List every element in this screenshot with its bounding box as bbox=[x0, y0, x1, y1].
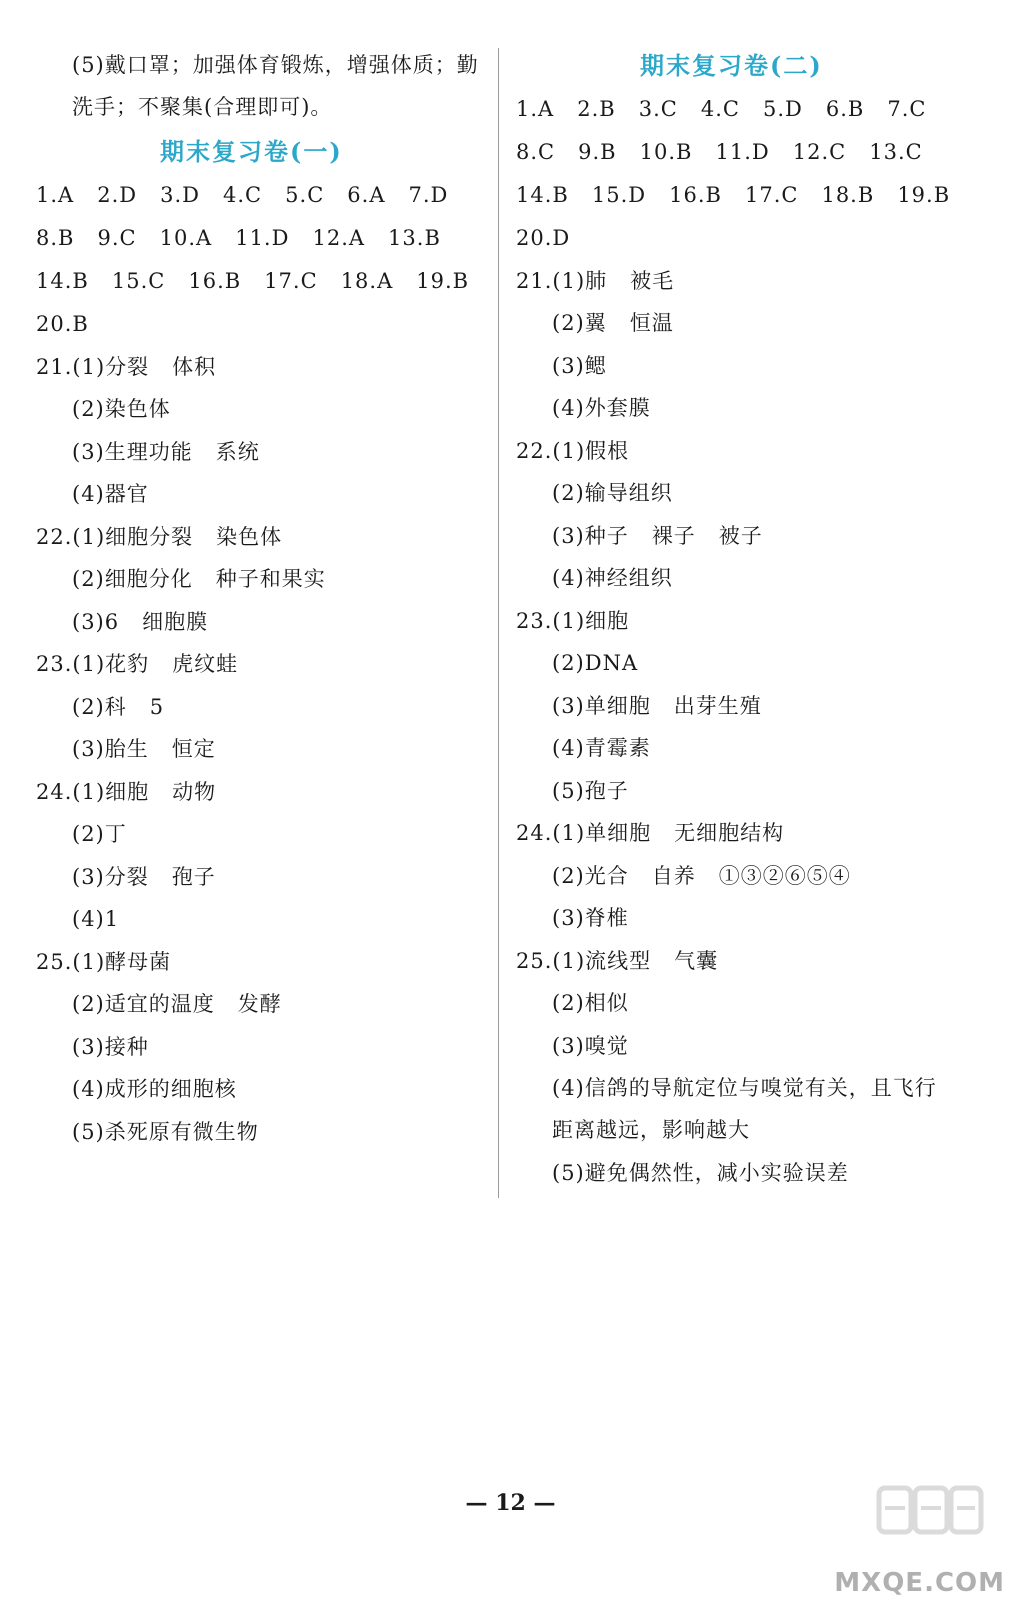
answer-line: 25.(1)流线型 气囊 bbox=[516, 949, 719, 973]
section-heading-1: 期末复习卷(一) bbox=[160, 137, 343, 166]
answer-line: (2)细胞分化 种子和果实 bbox=[72, 567, 326, 591]
answer-line: (3)生理功能 系统 bbox=[72, 440, 260, 464]
answer-line: (3)6 细胞膜 bbox=[72, 610, 209, 634]
answer-line: (3)胎生 恒定 bbox=[72, 737, 216, 761]
answer-line: 20.B bbox=[36, 312, 89, 336]
answer-line: (5)戴口罩；加强体育锻炼，增强体质；勤 bbox=[72, 53, 479, 77]
answer-line: (2)相似 bbox=[552, 991, 629, 1015]
answer-line: (2)翼 恒温 bbox=[552, 311, 674, 335]
answer-line: (2)染色体 bbox=[72, 397, 171, 421]
watermark-text: MXQE.COM bbox=[834, 1568, 1005, 1598]
answer-line: (2)丁 bbox=[72, 822, 127, 846]
answer-line: (5)孢子 bbox=[552, 779, 629, 803]
answer-line: (4)神经组织 bbox=[552, 566, 673, 590]
answer-line: 距离越远，影响越大 bbox=[552, 1118, 750, 1142]
page-number: — 12 — bbox=[465, 1490, 556, 1516]
watermark-logo-icon bbox=[875, 1478, 985, 1568]
answer-line: 8.B 9.C 10.A 11.D 12.A 13.B bbox=[36, 226, 441, 250]
answer-line: (2)DNA bbox=[552, 651, 639, 675]
answer-line: (3)脊椎 bbox=[552, 906, 629, 930]
answer-line: 洗手；不聚集(合理即可)。 bbox=[72, 95, 333, 119]
answer-line: (3)分裂 孢子 bbox=[72, 865, 216, 889]
answer-line: 23.(1)细胞 bbox=[516, 609, 630, 633]
answer-line: (5)避免偶然性，减小实验误差 bbox=[552, 1161, 849, 1185]
answer-line: (4)外套膜 bbox=[552, 396, 651, 420]
answer-line: 8.C 9.B 10.B 11.D 12.C 13.C bbox=[516, 140, 923, 164]
column-divider bbox=[498, 48, 499, 1198]
answer-line: (3)接种 bbox=[72, 1035, 149, 1059]
answer-line: 20.D bbox=[516, 226, 571, 250]
answer-line: (2)光合 自养 ①③②⑥⑤④ bbox=[552, 864, 851, 888]
answer-line: (2)适宜的温度 发酵 bbox=[72, 992, 282, 1016]
section-heading-2: 期末复习卷(二) bbox=[640, 51, 823, 80]
answer-line: 24.(1)单细胞 无细胞结构 bbox=[516, 821, 785, 845]
answer-line: 14.B 15.C 16.B 17.C 18.A 19.B bbox=[36, 269, 470, 293]
answer-line: (4)器官 bbox=[72, 482, 149, 506]
answer-line: 22.(1)细胞分裂 染色体 bbox=[36, 525, 283, 549]
answer-line: 23.(1)花豹 虎纹蛙 bbox=[36, 652, 239, 676]
answer-line: (4)信鸽的导航定位与嗅觉有关，且飞行 bbox=[552, 1076, 937, 1100]
answer-line: 1.A 2.D 3.D 4.C 5.C 6.A 7.D bbox=[36, 183, 449, 207]
answer-line: 21.(1)肺 被毛 bbox=[516, 269, 675, 293]
answer-line: (4)成形的细胞核 bbox=[72, 1077, 237, 1101]
answer-line: (4)青霉素 bbox=[552, 736, 651, 760]
answer-line: 22.(1)假根 bbox=[516, 439, 630, 463]
answer-line: (3)嗅觉 bbox=[552, 1034, 629, 1058]
answer-line: (2)输导组织 bbox=[552, 481, 673, 505]
answer-line: 21.(1)分裂 体积 bbox=[36, 355, 217, 379]
answer-line: (5)杀死原有微生物 bbox=[72, 1120, 259, 1144]
answer-line: (3)鳃 bbox=[552, 354, 607, 378]
answer-line: (3)种子 裸子 被子 bbox=[552, 524, 763, 548]
answer-line: (2)科 5 bbox=[72, 695, 165, 719]
answer-line: 14.B 15.D 16.B 17.C 18.B 19.B bbox=[516, 183, 951, 207]
answer-line: 25.(1)酵母菌 bbox=[36, 950, 172, 974]
answer-line: 24.(1)细胞 动物 bbox=[36, 780, 217, 804]
answer-line: (4)1 bbox=[72, 907, 120, 931]
answer-line: (3)单细胞 出芽生殖 bbox=[552, 694, 762, 718]
answer-line: 1.A 2.B 3.C 4.C 5.D 6.B 7.C bbox=[516, 97, 927, 121]
